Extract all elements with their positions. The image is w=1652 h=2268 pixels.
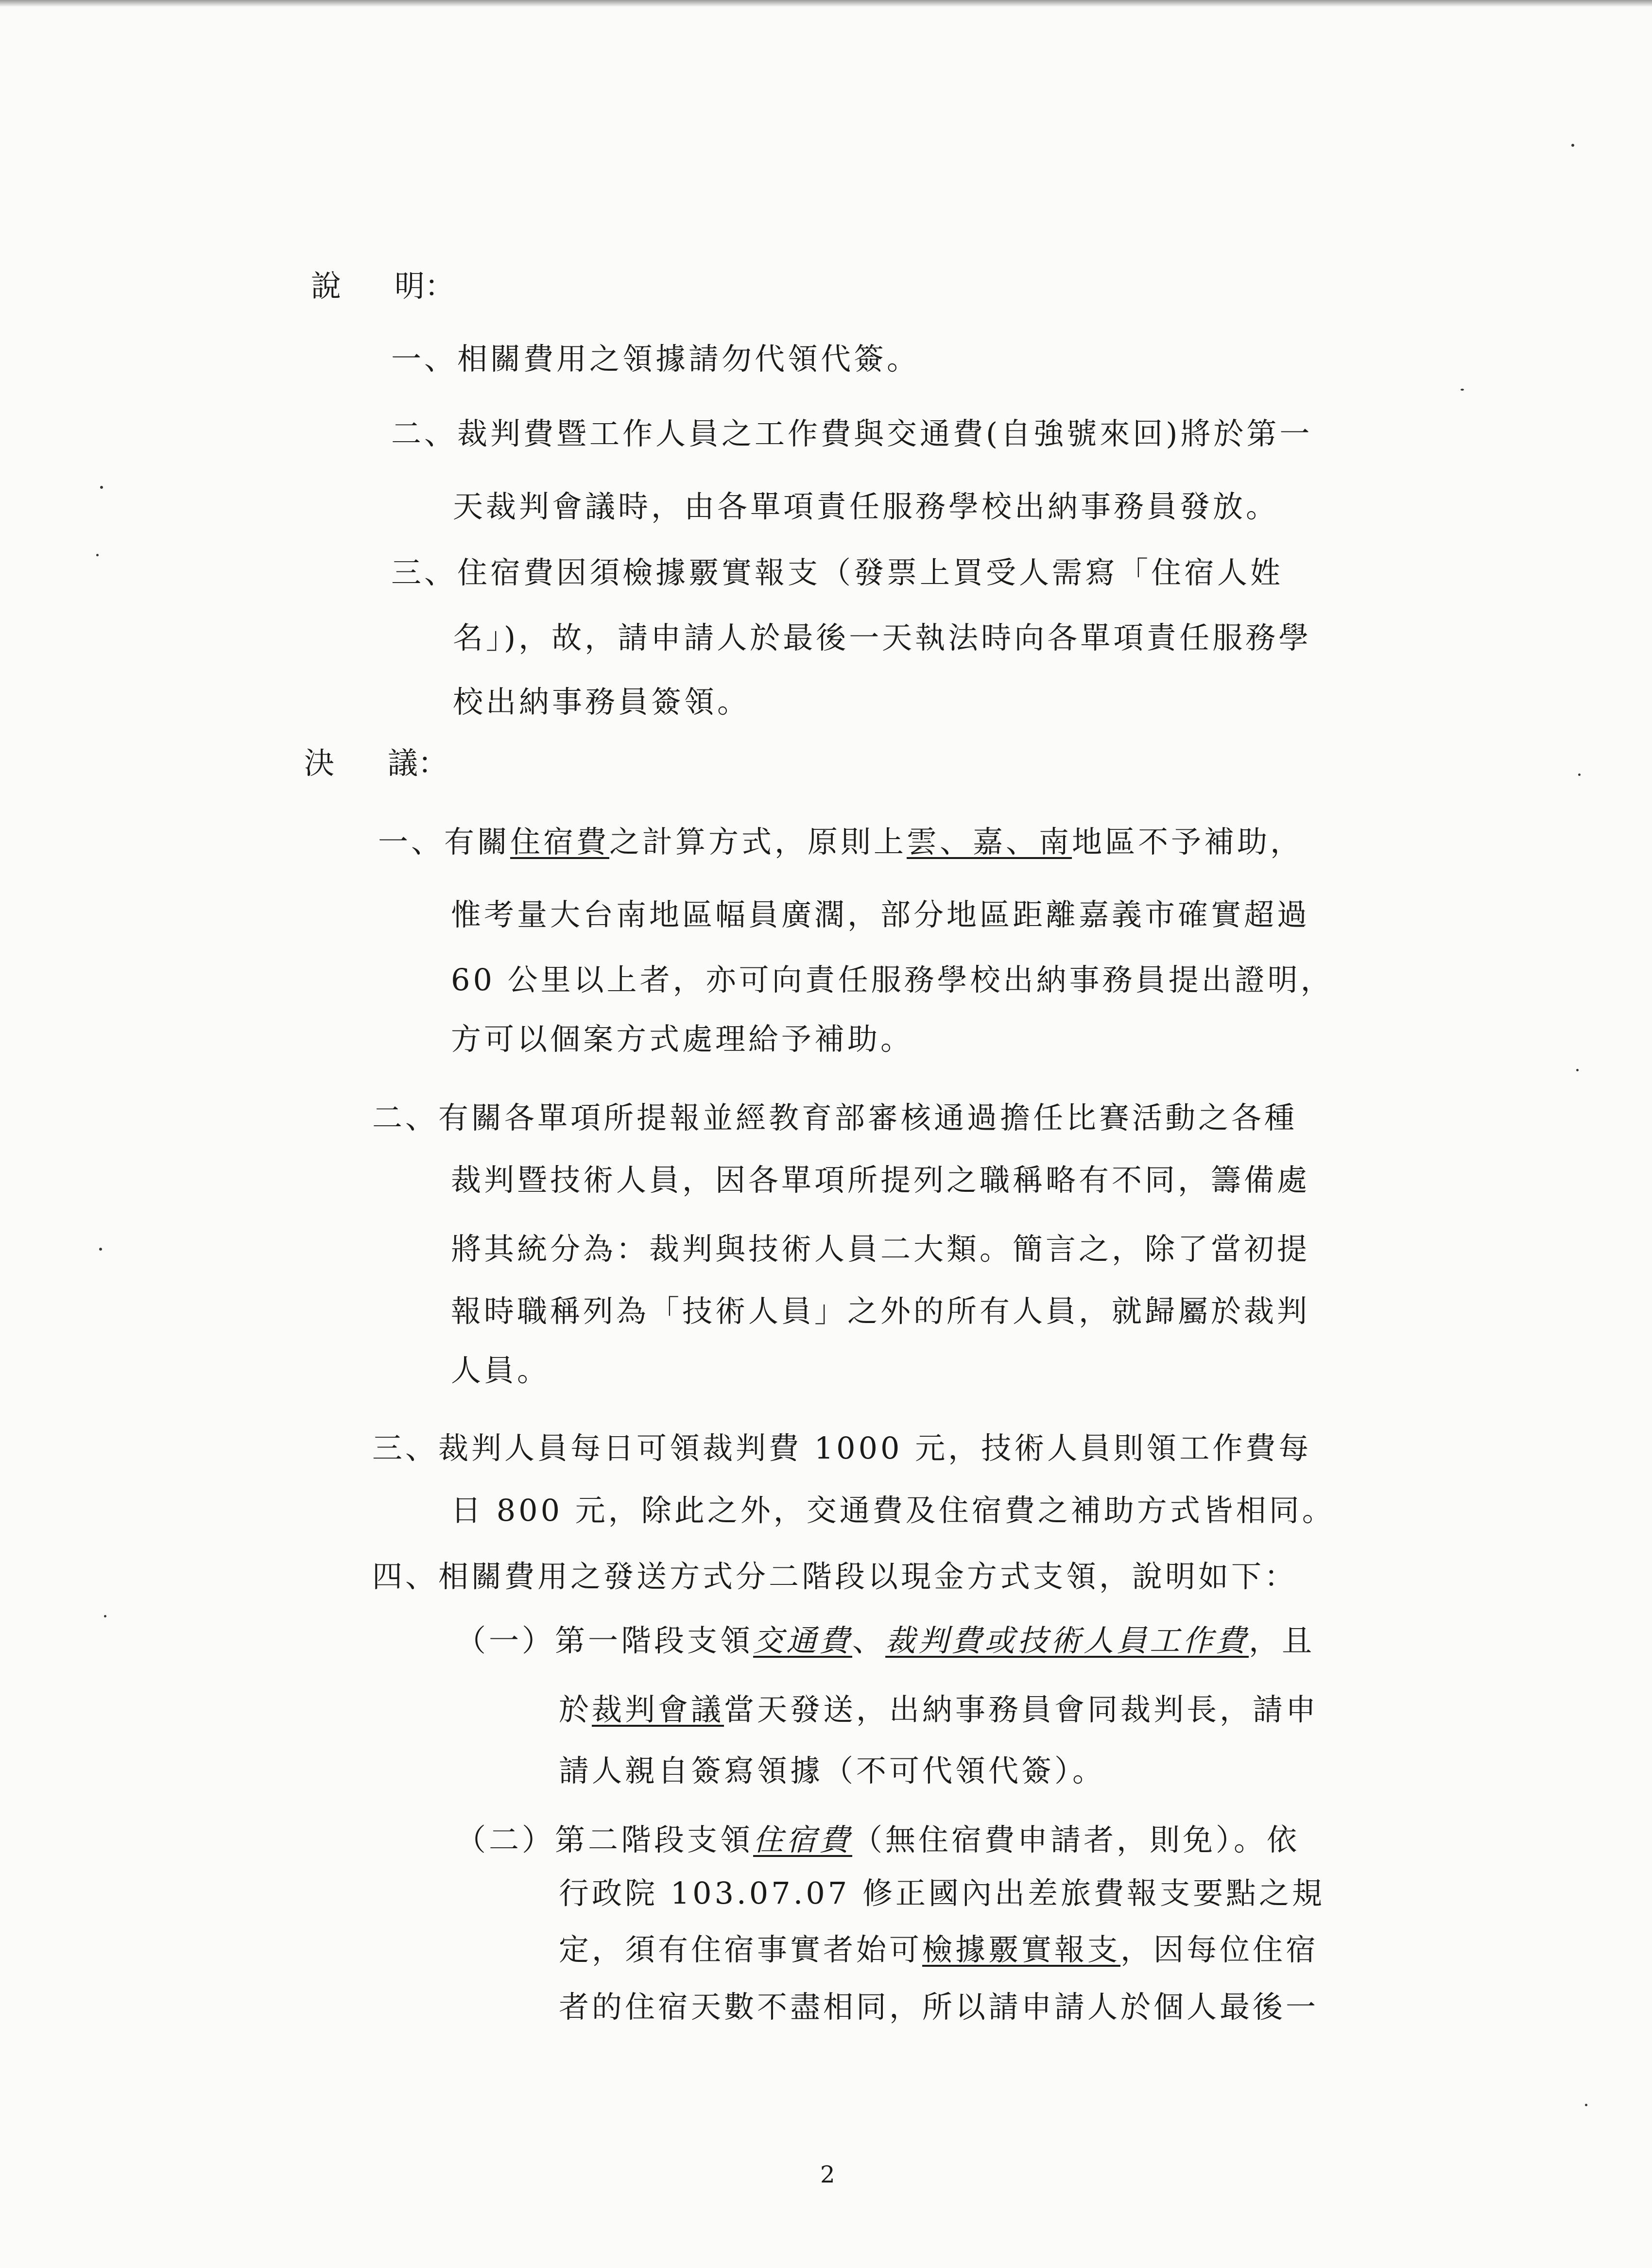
jueyi-item-3-line-2: 日 800 元，除此之外，交通費及住宿費之補助方式皆相同。 bbox=[451, 1493, 1335, 1528]
scan-speck bbox=[99, 1248, 102, 1251]
jueyi-item-2-line-3: 將其統分為：裁判與技術人員二大類。簡言之，除了當初提 bbox=[451, 1231, 1310, 1267]
underlined-text: 裁判會議 bbox=[592, 1692, 724, 1727]
scan-speck bbox=[104, 1615, 106, 1617]
scan-speck bbox=[1571, 144, 1574, 147]
jueyi-item-1-line-1: 一、有關住宿費之計算方式，原則上雲、嘉、南地區不予補助， bbox=[378, 824, 1304, 859]
jueyi-item-4-sub-2-line-4: 者的住宿天數不盡相同，所以請申請人於個人最後一 bbox=[559, 1989, 1319, 2025]
shuoming-item-3-line-2: 名」)，故，請申請人於最後一天執法時向各單項責任服務學 bbox=[453, 620, 1312, 655]
shuoming-item-2-line-2: 天裁判會議時，由各單項責任服務學校出納事務員發放。 bbox=[453, 489, 1279, 524]
jueyi-item-4-sub-1-line-2: 於裁判會議當天發送，出納事務員會同裁判長，請申 bbox=[559, 1692, 1319, 1727]
underlined-text: 裁判費或技術人員工作費 bbox=[885, 1623, 1249, 1658]
section-heading-shuoming bbox=[311, 268, 455, 304]
scan-speck bbox=[1578, 773, 1581, 776]
underlined-text: 雲、嘉、南 bbox=[907, 824, 1072, 859]
scan-speck bbox=[1461, 389, 1464, 391]
jueyi-item-2-line-5: 人員。 bbox=[451, 1353, 551, 1388]
heading-char: 議： bbox=[388, 745, 448, 781]
heading-char: 明： bbox=[395, 268, 455, 304]
jueyi-item-4-sub-2-line-2: 行政院 103.07.07 修正國內出差旅費報支要點之規 bbox=[559, 1875, 1325, 1911]
scan-speck bbox=[100, 486, 103, 489]
shuoming-item-2-line-1: 二、裁判費暨工作人員之工作費與交通費(自強號來回)將於第一 bbox=[391, 416, 1313, 451]
underlined-text: 住宿費 bbox=[753, 1822, 853, 1857]
jueyi-item-4-sub-1-line-3: 請人親自簽寫領據（不可代領代簽）。 bbox=[559, 1753, 1106, 1788]
scan-edge-shadow bbox=[0, 0, 1652, 7]
shuoming-item-3-line-3: 校出納事務員簽領。 bbox=[453, 684, 751, 720]
shuoming-item-1: 一、相關費用之領據請勿代領代簽。 bbox=[391, 341, 920, 377]
scan-speck bbox=[1585, 2104, 1587, 2106]
heading-char: 決 bbox=[304, 745, 335, 781]
section-heading-jueyi bbox=[304, 745, 448, 781]
jueyi-item-2-line-2: 裁判暨技術人員，因各單項所提列之職稱略有不同，籌備處 bbox=[451, 1162, 1310, 1198]
scan-speck bbox=[1576, 1069, 1579, 1071]
underlined-text: 住宿費 bbox=[510, 824, 610, 859]
page-number: 2 bbox=[820, 2161, 835, 2188]
jueyi-item-3-line-1: 三、裁判人員每日可領裁判費 1000 元，技術人員則領工作費每 bbox=[372, 1430, 1312, 1466]
jueyi-item-4-sub-1-line-1: （一）第一階段支領交通費、裁判費或技術人員工作費，且 bbox=[456, 1623, 1315, 1658]
jueyi-item-1-line-4: 方可以個案方式處理給予補助。 bbox=[451, 1021, 914, 1057]
jueyi-item-2-line-1: 二、有關各單項所提報並經教育部審核通過擔任比賽活動之各種 bbox=[372, 1100, 1298, 1135]
heading-char: 說 bbox=[311, 268, 342, 304]
underlined-text: 檢據覈實報支 bbox=[922, 1932, 1121, 1967]
shuoming-item-3-line-1: 三、住宿費因須檢據覈實報支（發票上買受人需寫「住宿人姓 bbox=[391, 555, 1284, 590]
jueyi-item-1-line-3: 60 公里以上者，亦可向責任服務學校出納事務員提出證明， bbox=[451, 962, 1334, 997]
jueyi-item-4-sub-2-line-1: （二）第二階段支領住宿費（無住宿費申請者，則免）。依 bbox=[456, 1822, 1300, 1857]
jueyi-item-2-line-4: 報時職稱列為「技術人員」之外的所有人員，就歸屬於裁判 bbox=[451, 1293, 1310, 1329]
jueyi-item-4-intro: 四、相關費用之發送方式分二階段以現金方式支領，說明如下： bbox=[372, 1559, 1298, 1594]
underlined-text: 交通費 bbox=[753, 1623, 853, 1658]
scan-speck bbox=[96, 554, 99, 556]
jueyi-item-4-sub-2-line-3: 定，須有住宿事實者始可檢據覈實報支，因每位住宿 bbox=[559, 1932, 1319, 1967]
jueyi-item-1-line-2: 惟考量大台南地區幅員廣濶，部分地區距離嘉義市確實超過 bbox=[451, 897, 1310, 932]
